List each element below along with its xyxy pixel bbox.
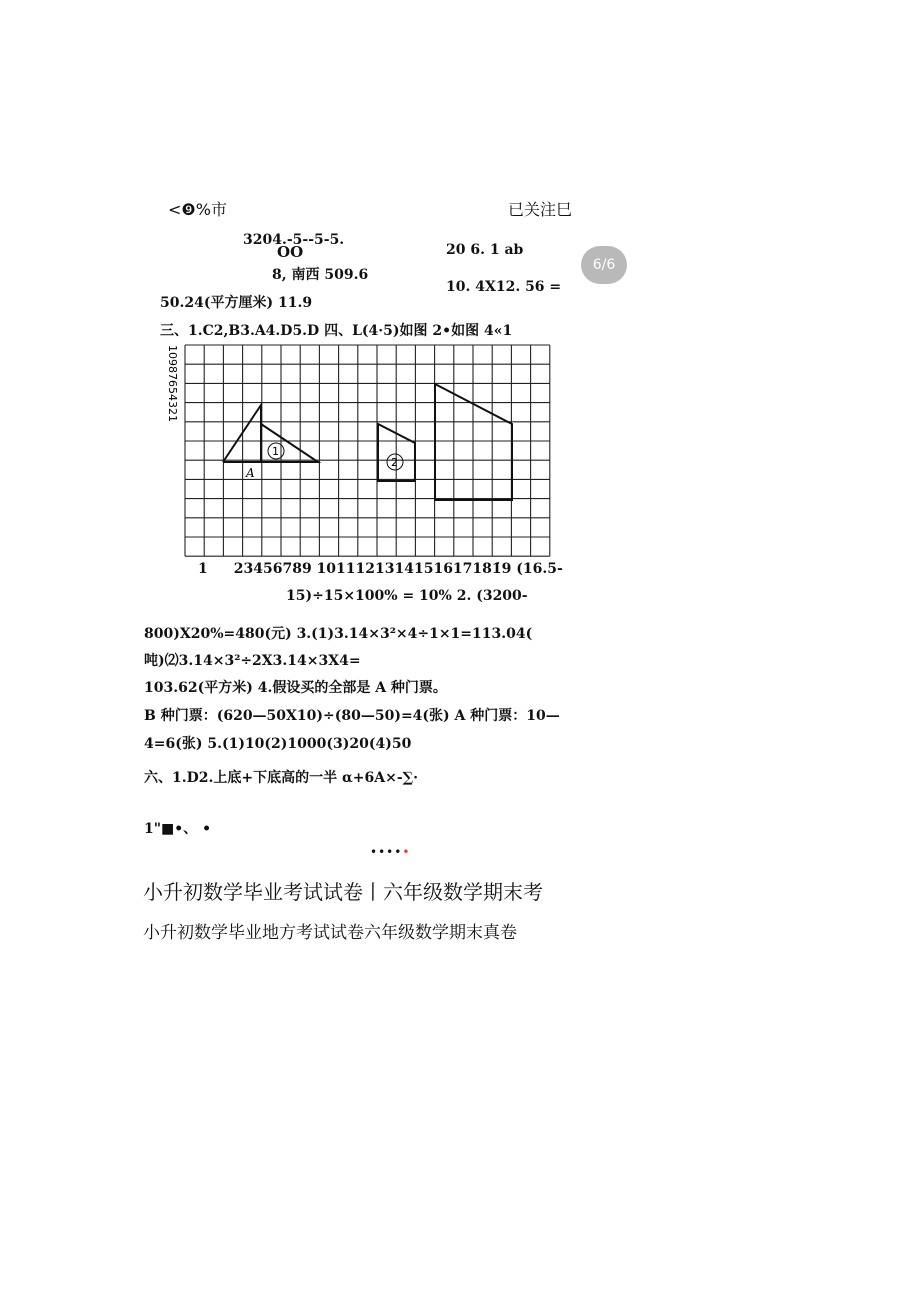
calc-line-6: B 种门票：(620—50X10)÷(80—50)=4(张) A 种门票：10—	[144, 708, 560, 724]
calc-line-5: 103.62(平方米) 4.假设买的全部是 A 种门票。	[144, 680, 447, 696]
answer-line-1-right: 20 6. 1 ab	[446, 242, 524, 258]
calc-line-2: 15)÷15×100% = 10% 2. (3200-	[286, 588, 528, 604]
calc-line-9: 1"■•、 •	[144, 821, 212, 837]
x-axis-one: 1	[198, 561, 208, 577]
answer-line-3-right: 10. 4X12. 56 =	[446, 279, 562, 295]
answer-line-3: 50.24(平方厘米) 11.9	[160, 295, 313, 311]
answer-line-4: 三、1.C2,B3.A4.D5.D 四、L(4·5)如图 2•如图 4«1	[160, 323, 513, 339]
triangle-a-shape	[223, 405, 261, 462]
answer-line-2: 8, 南西 509.6	[272, 267, 369, 283]
shapes	[223, 384, 512, 500]
grid-lines	[185, 345, 550, 556]
back-nav-text[interactable]: <❾%市	[168, 200, 227, 219]
page-indicator-badge: 6/6	[581, 246, 627, 284]
related-article-title-1[interactable]: 小升初数学毕业考试试卷丨六年级数学期末考	[143, 880, 543, 904]
triangle-1-label: 1	[272, 445, 279, 458]
calc-line-3: 800)X20%=480(元) 3.(1)3.14×3²×4÷1×1=113.04(	[144, 626, 533, 642]
quad-2-label: 2	[391, 456, 398, 469]
answer-line-1: 3204.-5--5-5.	[243, 232, 345, 248]
pagination-dots: •••••	[370, 845, 411, 859]
y-axis-labels: 10987654321	[166, 345, 179, 422]
calc-line-7: 4=6(张) 5.(1)10(2)1000(3)20(4)50	[144, 736, 412, 752]
calc-line-4: 吨)⑵3.14×3²÷2X3.14×3X4=	[144, 653, 361, 669]
coordinate-grid-figure	[165, 340, 560, 580]
vertex-a-label: A	[246, 466, 255, 480]
followed-status[interactable]: 已关注巳	[508, 200, 573, 219]
answer-line-1b: OO	[277, 243, 304, 261]
calc-line-8: 六、1.D2.上底+下底高的一半 α+6A×-∑·	[144, 770, 419, 786]
related-article-title-2[interactable]: 小升初数学毕业地方考试试卷六年级数学期末真卷	[143, 923, 517, 943]
active-dot: •	[402, 845, 411, 859]
x-axis-and-calc-line: 1 23456789 1011121314151617181̇9 (16.5-	[198, 561, 563, 577]
